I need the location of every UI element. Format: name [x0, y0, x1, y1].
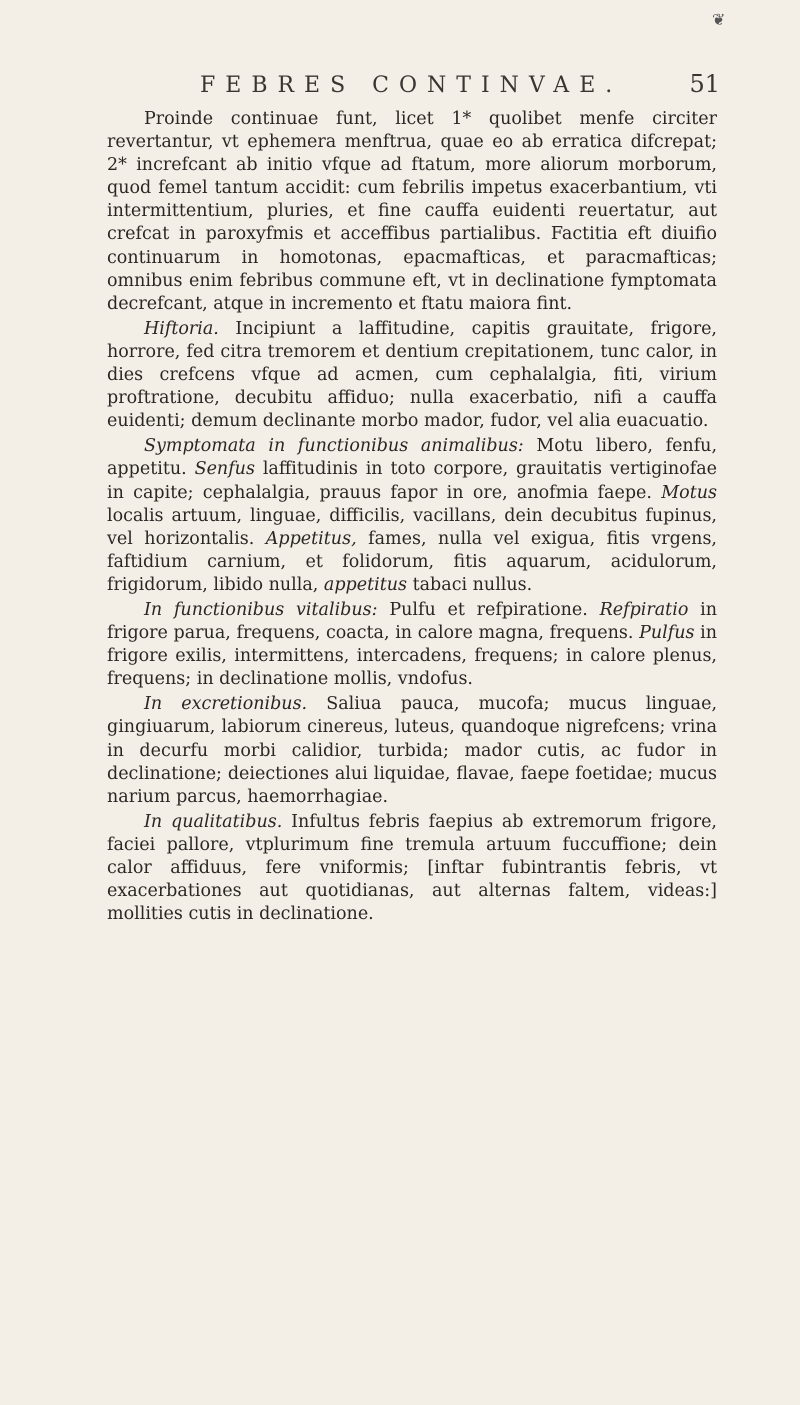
paragraph-text: Motu libero, fenfu, appetitu. [107, 436, 718, 480]
paragraph-text: fames, nulla vel exigua, fitis vrgens, faftidium carnium, et folidorum, fitis aquarum, acidulorum, frigidorum, libido nulla, [107, 528, 717, 595]
paragraph-text: Incipiunt a laffitudine, capitis grauitate, frigore, horrore, fed citra tremorem et dentium crepitationem, tunc calor, in dies crefcens vfque ad acmen, cum cephalalgia, fiti, virium proftratione, decubitu affiduo; nulla exacerbatio, nifi a cauffa euidenti; demum declinante morbo mador, fudor, vel alia euacuatio. [107, 318, 717, 432]
term-label: Refpiratio [599, 599, 689, 620]
section-lead: Hiftoria. [144, 318, 219, 339]
term-label: Pulfus [639, 623, 695, 644]
running-head [200, 70, 720, 98]
paragraph-text: localis artuum, linguae, difficilis, vacillans, dein decubitus fupinus, vel horizontalis. [107, 505, 717, 549]
paragraph-text: in frigore exilis, intermittens, intercadens, frequens; in calore plenus, frequens; in declinatione mollis, vndofus. [107, 623, 717, 690]
paragraph-historia [107, 318, 717, 433]
running-title: FEBRES CONTINVAE. [200, 73, 623, 98]
section-lead: In excretionibus. [144, 694, 308, 715]
paragraph-text: in frigore parua, frequens, coacta, in calore magna, frequens. [107, 599, 718, 644]
paragraph-text: tabaci nullus. [407, 574, 533, 595]
corner-ornament-icon: ❦ [712, 10, 726, 29]
section-lead: Symptomata in functionibus animalibus: [144, 436, 524, 457]
paragraph-text: Saliua pauca, mucofa; mucus linguae, gingiuarum, labiorum cinereus, luteus, quandoque nigrefcens; vrina in decurfu morbi calidior, turbida; mador cutis, ac fudor in declinatione; deiectiones alui liquidae, flavae, faepe foetidae; mucus narium parcus, haemorrhagiae. [107, 694, 718, 807]
term-label: Appetitus, [265, 528, 357, 549]
section-lead: In qualitatibus. [144, 811, 283, 832]
paragraph-text: laffitudinis in toto corpore, grauitatis vertiginofae in capite; cephalalgia, prauus fapor in ore, anofmia faepe. [107, 459, 717, 503]
paragraph-text: Proinde continuae funt, licet 1* quolibet menfe circiter revertantur, vt ephemera menftrua, quae eo ab erratica difcrepat; 2* increfcant ab initio vfque ad ftatum, more aliorum morborum, quod femel tantum accidit: cum febrilis impetus exacerbantium, vti intermittentium, pluries, et fine cauffa euidenti reuertatur, aut crefcat in paroxyfmis et acceffibus partialibus. Factitia eft diuifio continuarum in homotonas, epacmafticas, et paracmafticas; omnibus enim febribus commune eft, vt in declinatione fymptomata decrefcant, atque in incremento et ftatu maiora fint. [107, 109, 717, 314]
term-label: Motus [661, 482, 717, 503]
paragraph-animal-functions [107, 435, 717, 597]
section-lead: In functionibus vitalibus: [144, 599, 378, 620]
paragraph-definition [107, 108, 717, 316]
term-label: appetitus [323, 574, 408, 595]
paragraph-vital-functions [107, 599, 717, 691]
term-label: Senfus [194, 459, 255, 480]
paragraph-excretions [107, 693, 717, 808]
page-number: 51 [689, 70, 720, 98]
text-body [107, 108, 717, 926]
paragraph-text: Pulfu et refpiratione. [377, 599, 600, 620]
paragraph-text: Infultus febris faepius ab extremorum frigore, faciei pallore, vtplurimum fine tremula artuum fuccuffione; dein calor affiduus, fere vniformis; [inftar fubintrantis febris, vt exacerbationes aut quotidianas, aut alternas faltem, videas:] mollities cutis in declinatione. [107, 811, 717, 925]
paragraph-qualities [107, 811, 717, 926]
